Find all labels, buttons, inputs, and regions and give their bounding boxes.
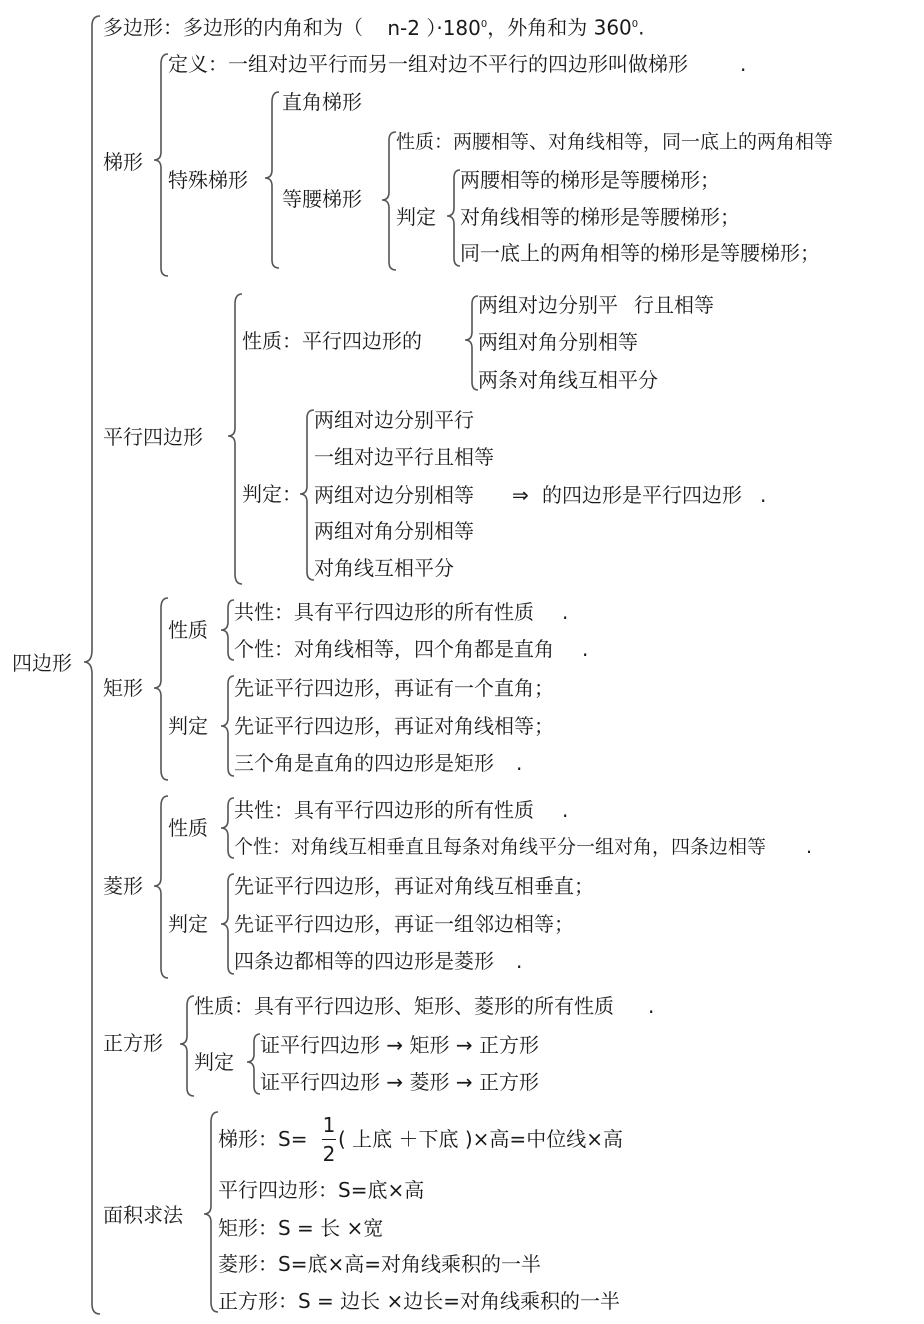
rhombus-common-text: 共性：具有平行四边形的所有性质	[234, 798, 534, 822]
parallelogram-bracket	[228, 294, 242, 584]
parallelogram-property-2: 两组对角分别相等	[478, 330, 638, 354]
rhombus-label: 菱形	[103, 874, 143, 898]
special-trapezoid-bracket	[265, 92, 279, 268]
parallelogram-conclusion	[542, 483, 766, 507]
isosceles-judge-1: 两腰相等的梯形是等腰梯形；	[460, 168, 720, 192]
rhombus-bracket	[154, 796, 168, 978]
rectangle-individual	[234, 637, 588, 661]
trapezoid-definition-end: .	[740, 52, 747, 76]
parallelogram-conclusion-text: 的四边形是平行四边形	[542, 483, 742, 507]
parallelogram-property-3: 两条对角线互相平分	[478, 368, 658, 392]
polygon-text-4: 360	[593, 15, 632, 40]
square-property-text: 性质：具有平行四边形、矩形、菱形的所有性质	[194, 994, 614, 1018]
degree-sup-2: 0	[631, 19, 639, 30]
isosceles-bracket	[382, 132, 396, 270]
fraction-numerator: 1	[322, 1113, 336, 1137]
rhombus-property-bracket	[221, 798, 234, 858]
root-label: 四边形	[12, 651, 72, 675]
rectangle-judge-label: 判定	[168, 714, 208, 738]
area-trapezoid-a: 梯形：S=	[218, 1127, 308, 1151]
isosceles-property: 性质：两腰相等、对角线相等，同一底上的两角相等	[396, 131, 834, 153]
rhombus-judge-1: 先证平行四边形，再证对角线互相垂直；	[234, 874, 594, 898]
parallelogram-judge-1: 两组对边分别平行	[314, 408, 474, 432]
rhombus-property-label: 性质	[168, 816, 208, 840]
parallelogram-property-1	[478, 293, 714, 317]
square-judge-label: 判定	[194, 1050, 234, 1074]
rectangle-common-text: 共性：具有平行四边形的所有性质	[234, 600, 534, 624]
parallelogram-conclusion-end: .	[760, 483, 767, 507]
isosceles-judge-bracket	[447, 170, 460, 266]
parallelogram-judge-3: 两组对边分别相等	[314, 483, 474, 507]
trapezoid-definition-text: 定义：一组对边平行而另一组对边不平行的四边形叫做梯形	[168, 52, 688, 76]
isosceles-judge-2: 对角线相等的梯形是等腰梯形；	[460, 205, 740, 229]
parallelogram-judge-bracket	[300, 410, 314, 580]
root-bracket	[84, 16, 100, 1314]
right-trapezoid-label: 直角梯形	[282, 90, 362, 114]
rhombus-judge-label: 判定	[168, 912, 208, 936]
trapezoid-label: 梯形	[103, 150, 143, 174]
area-square: 正方形：S = 边长 ×边长=对角线乘积的一半	[218, 1289, 621, 1313]
trapezoid-bracket	[154, 54, 168, 276]
polygon-text-1: 多边形：多边形的内角和为（	[103, 15, 363, 40]
degree-sup-1: 0	[480, 19, 488, 30]
area-bracket	[204, 1112, 218, 1312]
rhombus-judge-3-text: 四条边都相等的四边形是菱形	[234, 949, 494, 973]
rhombus-individual-text: 个性：对角线互相垂直且每条对角线平分一组对角，四条边相等	[234, 836, 767, 858]
rectangle-bracket	[154, 598, 168, 780]
isosceles-trapezoid-label: 等腰梯形	[282, 187, 362, 211]
square-property	[194, 994, 654, 1018]
rhombus-individual-end: .	[806, 836, 813, 858]
polygon-text-2: n-2 ）·180	[387, 15, 481, 40]
rectangle-judge-3-text: 三个角是直角的四边形是矩形	[234, 751, 494, 775]
area-rhombus: 菱形：S=底×高=对角线乘积的一半	[218, 1252, 541, 1276]
rhombus-judge-3-end: .	[516, 949, 523, 973]
parallelogram-property-bracket	[465, 296, 478, 390]
polygon-line	[103, 13, 645, 40]
parallelogram-judge-4: 两组对角分别相等	[314, 519, 474, 543]
fraction-denominator: 2	[322, 1142, 336, 1166]
rectangle-judge-bracket	[221, 676, 234, 776]
rhombus-judge-3	[234, 949, 522, 973]
square-judge-1: 证平行四边形 → 矩形 → 正方形	[260, 1033, 539, 1057]
rhombus-common-end: .	[562, 798, 569, 822]
square-label: 正方形	[103, 1031, 163, 1055]
square-judge-2: 证平行四边形 → 菱形 → 正方形	[260, 1070, 539, 1094]
parallelogram-label: 平行四边形	[103, 425, 203, 449]
rhombus-common	[234, 798, 568, 822]
rectangle-label: 矩形	[103, 676, 143, 700]
rectangle-judge-3	[234, 751, 522, 775]
rectangle-common	[234, 600, 568, 624]
rectangle-common-end: .	[562, 600, 569, 624]
rhombus-individual	[234, 835, 812, 859]
rhombus-judge-2: 先证平行四边形，再证一组邻边相等；	[234, 912, 574, 936]
area-rectangle: 矩形：S = 长 ×宽	[218, 1216, 384, 1240]
trapezoid-definition	[168, 52, 746, 76]
rectangle-judge-3-end: .	[516, 751, 523, 775]
rhombus-judge-bracket	[221, 874, 234, 974]
rectangle-judge-1: 先证平行四边形，再证有一个直角；	[234, 676, 554, 700]
rectangle-property-label: 性质	[168, 618, 208, 642]
parallelogram-property-1b: 行且相等	[634, 293, 714, 317]
rectangle-individual-text: 个性：对角线相等，四个角都是直角	[234, 637, 554, 661]
parallelogram-judge-5: 对角线互相平分	[314, 556, 454, 580]
rectangle-property-bracket	[221, 600, 234, 660]
parallelogram-property-1a: 两组对边分别平	[478, 293, 618, 317]
area-label: 面积求法	[103, 1203, 183, 1227]
parallelogram-judge-label: 判定：	[242, 482, 302, 506]
square-judge-bracket	[247, 1034, 260, 1094]
rectangle-judge-2: 先证平行四边形，再证对角线相等；	[234, 714, 554, 738]
isosceles-judge-label: 判定	[396, 205, 436, 229]
parallelogram-judge-2: 一组对边平行且相等	[314, 445, 494, 469]
square-property-end: .	[648, 994, 655, 1018]
area-trapezoid-b: ( 上底 ＋下底 )×高=中位线×高	[338, 1127, 623, 1151]
square-bracket	[180, 996, 194, 1096]
rectangle-individual-end: .	[582, 637, 589, 661]
area-parallelogram: 平行四边形：S=底×高	[218, 1178, 425, 1202]
parallelogram-property-label: 性质：平行四边形的	[242, 329, 422, 353]
isosceles-judge-3: 同一底上的两角相等的梯形是等腰梯形；	[460, 241, 820, 265]
fraction-bar	[322, 1139, 336, 1140]
polygon-text-3: ，外角和为	[487, 15, 588, 40]
polygon-text-5: .	[638, 15, 645, 40]
implies-arrow: ⇒	[512, 483, 529, 507]
special-trapezoid-label: 特殊梯形	[168, 168, 248, 192]
